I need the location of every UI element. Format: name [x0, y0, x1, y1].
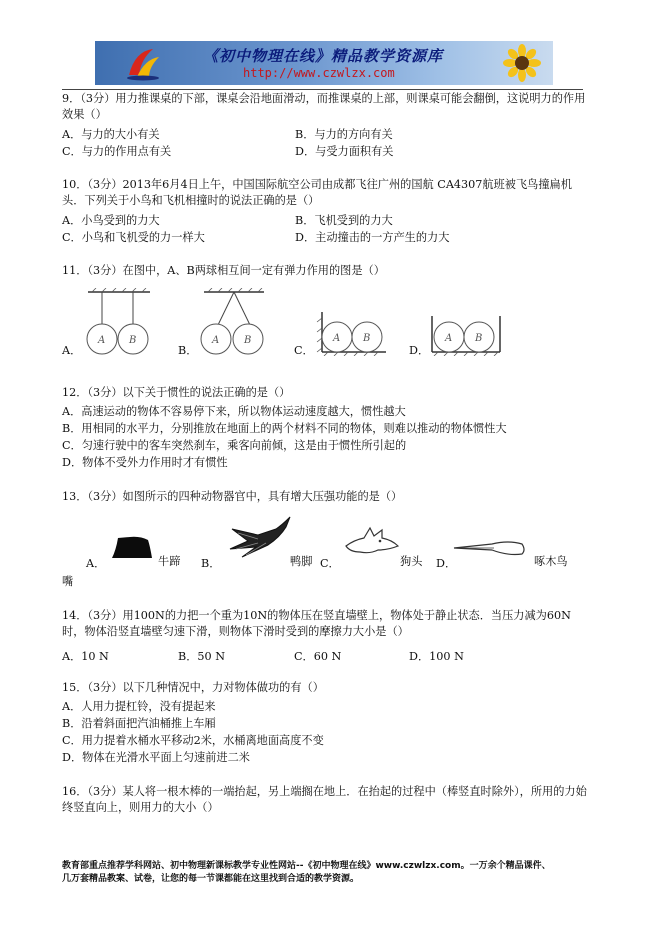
ball-b-label: B	[363, 333, 371, 344]
header-rule	[62, 89, 583, 90]
question-13	[62, 489, 592, 505]
option-b[interactable]: B．与力的方向有关	[295, 128, 393, 141]
dog-head-image	[342, 524, 400, 556]
option-a[interactable]: A．小鸟受到的力大	[62, 214, 160, 227]
option-d[interactable]: D．100 N	[409, 650, 464, 663]
option-b[interactable]: B．	[201, 557, 221, 570]
option-a[interactable]: A．	[62, 344, 82, 357]
option-c[interactable]: C．	[294, 344, 314, 357]
ball-b-label: B	[475, 333, 483, 344]
option-c[interactable]: C．匀速行驶中的客车突然刹车，乘客向前倾，这是由于惯性所引起的	[62, 439, 407, 452]
option-d[interactable]: D．物体在光滑水平面上匀速前进二米	[62, 751, 250, 764]
option-c[interactable]: C．用力提着水桶水平移动2米，水桶离地面高度不变	[62, 734, 324, 747]
site-logo-icon	[123, 45, 163, 81]
banner-url: http://www.czwlzx.com	[243, 66, 395, 80]
ball-b-label: B	[129, 335, 137, 346]
caption-woodpecker-wrap: 嘴	[62, 575, 74, 588]
option-a[interactable]: A．10 N	[62, 650, 109, 663]
header-banner	[95, 41, 553, 85]
caption-dog-head: 狗头	[400, 555, 423, 568]
question-stem: 11．（3分）在图中，A、B两球相互间一定有弹力作用的图是（）	[62, 264, 385, 277]
option-c[interactable]: C．与力的作用点有关	[62, 145, 172, 158]
question-stem: 10．（3分）2013年6月4日上午，中国国际航空公司由成都飞往广州的国航 CA4307航班被飞鸟撞扁机头．下列关于小鸟和飞机相撞时的说法正确的是（）	[62, 178, 572, 207]
question-stem: 12．（3分）以下关于惯性的说法正确的是（）	[62, 386, 291, 399]
duck-foot-image	[228, 515, 292, 559]
ball-a-label: A	[445, 333, 453, 344]
question-stem: 9．（3分）用力推课桌的下部，课桌会沿地面滑动，而推课桌的上部，则课桌可能会翻倒，这说明力的作用效果（）	[62, 92, 586, 121]
option-d[interactable]: D．与受力面积有关	[295, 145, 394, 158]
caption-woodpecker: 啄木鸟	[534, 555, 568, 568]
question-stem: 14．（3分）用100N的力把一个重为10N的物体压在竖直墙壁上，物体处于静止状态．当压力减为60N时，物体沿竖直墙壁匀速下滑，则物体下滑时受到的摩擦力大小是（）	[62, 609, 571, 638]
page-footer	[62, 860, 602, 886]
question-10	[62, 177, 592, 209]
option-a[interactable]: A．与力的大小有关	[62, 128, 160, 141]
option-a[interactable]: A．	[86, 557, 106, 570]
ox-hoof-image	[110, 534, 156, 562]
ball-b-label: B	[244, 335, 252, 346]
option-c[interactable]: C．60 N	[294, 650, 342, 663]
option-c[interactable]: C．	[320, 557, 340, 570]
footer-line-2: 几万套精品教案、试卷，让您的每一节课都能在这里找到合适的教学资源。	[62, 874, 360, 884]
option-a[interactable]: A．人用力提杠铃，没有提起来	[62, 700, 216, 713]
sunflower-icon	[499, 43, 545, 83]
question-15	[62, 680, 592, 696]
figure-11a	[84, 288, 156, 356]
option-d[interactable]: D．	[436, 557, 457, 570]
caption-duck-foot: 鸭脚	[290, 555, 313, 568]
option-b[interactable]: B．50 N	[178, 650, 225, 663]
option-a[interactable]: A．高速运动的物体不容易停下来，所以物体运动速度越大，惯性越大	[62, 405, 406, 418]
question-stem: 15．（3分）以下几种情况中，力对物体做功的有（）	[62, 681, 324, 694]
figure-11b	[198, 288, 270, 356]
option-b[interactable]: B．	[178, 344, 198, 357]
question-14	[62, 608, 592, 640]
figure-11d	[428, 314, 504, 356]
caption-hoof: 牛蹄	[158, 555, 181, 568]
question-11	[62, 263, 592, 279]
ball-a-label: A	[333, 333, 341, 344]
option-d[interactable]: D．主动撞击的一方产生的力大	[295, 231, 450, 244]
option-b[interactable]: B．飞机受到的力大	[295, 214, 393, 227]
question-16	[62, 784, 592, 816]
woodpecker-beak-image	[452, 536, 528, 558]
question-stem: 13．（3分）如图所示的四种动物器官中，具有增大压强功能的是（）	[62, 490, 403, 503]
option-d[interactable]: D．物体不受外力作用时才有惯性	[62, 456, 228, 469]
option-b[interactable]: B．用相同的水平力，分别推放在地面上的两个材料不同的物体，则难以推动的物体惯性大	[62, 422, 507, 435]
footer-line-1: 教育部重点推荐学科网站、初中物理新课标教学专业性网站--《初中物理在线》www.czwlzx.com。一万余个精品课件、	[62, 861, 551, 871]
option-b[interactable]: B．沿着斜面把汽油桶推上车厢	[62, 717, 216, 730]
question-9	[62, 91, 592, 123]
banner-title: 《初中物理在线》精品教学资源库	[203, 47, 444, 65]
option-c[interactable]: C．小鸟和飞机受的力一样大	[62, 231, 205, 244]
ball-a-label: A	[212, 335, 220, 346]
figure-11c	[316, 310, 388, 356]
question-stem: 16．（3分）某人将一根木棒的一端抬起，另上端搁在地上．在抬起的过程中（棒竖直时除外），所用的力始终竖直向上，则用力的大小（）	[62, 785, 587, 814]
ball-a-label: A	[98, 335, 106, 346]
option-d[interactable]: D．	[409, 344, 430, 357]
question-12	[62, 385, 592, 401]
